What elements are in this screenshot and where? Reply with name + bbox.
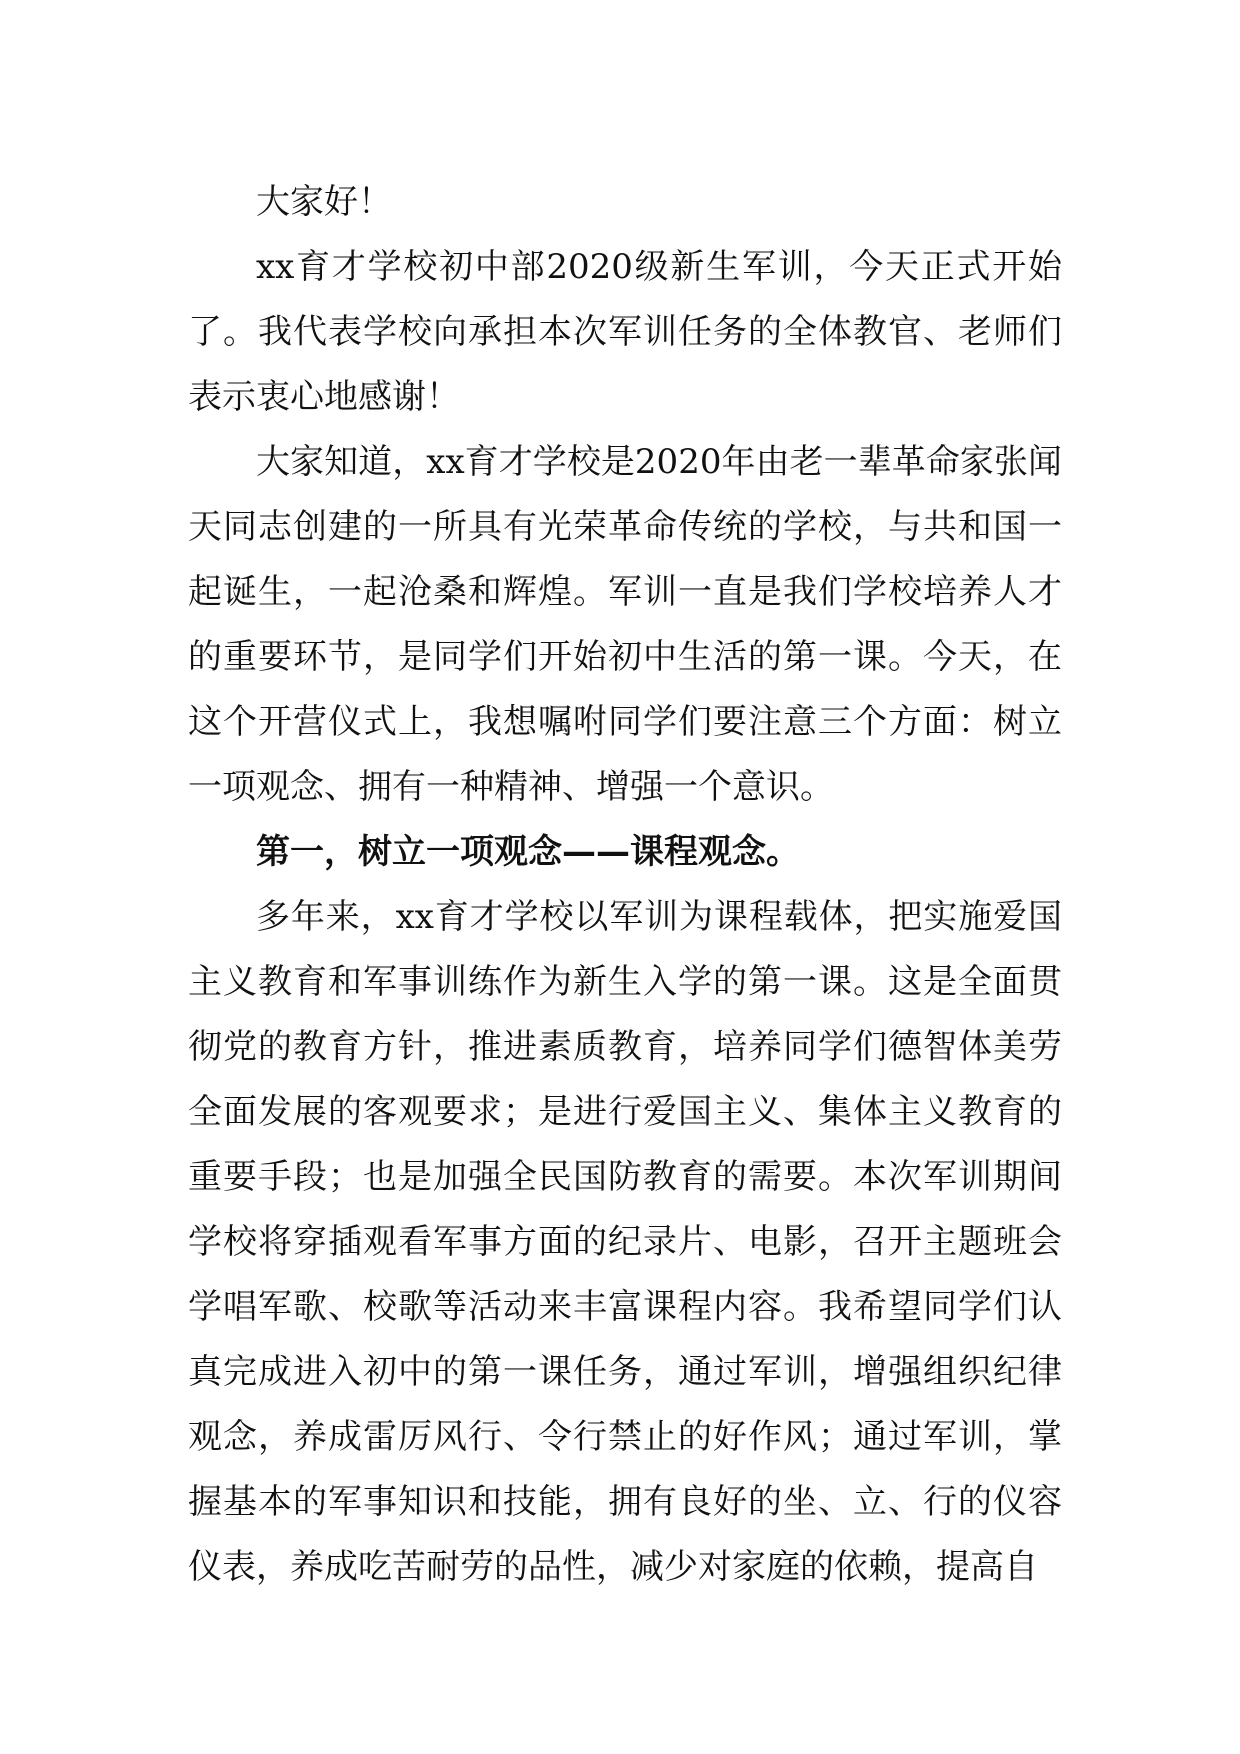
document-body — [188, 170, 1062, 1600]
section-heading-first: 第一，树立一项观念——课程观念。 — [256, 832, 800, 872]
introduction-paragraph: 大家知道，xx育才学校是2020年由老一辈革命家张闻天同志创建的一所具有光荣革命传统的学校，与共和国一起诞生，一起沧桑和辉煌。军训一直是我们学校培养人才的重要环节，是同学们开始初中生活的第一课。今天，在这个开营仪式上，我想嘱咐同学们要注意三个方面：树立一项观念、拥有一种精神、增强一个意识。 — [188, 442, 1062, 807]
curriculum-paragraph: 多年来，xx育才学校以军训为课程载体，把实施爱国主义教育和军事训练作为新生入学的第一课。这是全面贯彻党的教育方针，推进素质教育，培养同学们德智体美劳全面发展的客观要求；是进行爱国主义、集体主义教育的重要手段；也是加强全民国防教育的需要。本次军训期间学校将穿插观看军事方面的纪录片、电影，召开主题班会学唱军歌、校歌等活动来丰富课程内容。我希望同学们认真完成进入初中的第一课任务，通过军训，增强组织纪律观念，养成雷厉风行、令行禁止的好作风；通过军训，掌握基本的军事知识和技能，拥有良好的坐、立、行的仪容仪表，养成吃苦耐劳的品性，减少对家庭的依赖，提高自 — [188, 897, 1062, 1587]
opening-paragraph: xx育才学校初中部2020级新生军训，今天正式开始了。我代表学校向承担本次军训任务的全体教官、老师们表示衷心地感谢！ — [188, 247, 1062, 417]
greeting-paragraph: 大家好！ — [256, 182, 392, 222]
